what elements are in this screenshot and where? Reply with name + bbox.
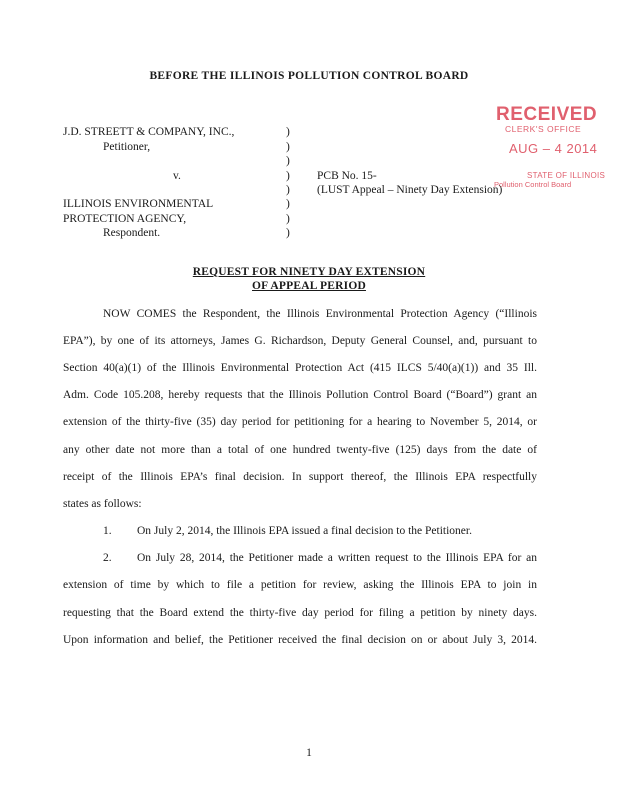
respondent-name-line1: ILLINOIS ENVIRONMENTAL (63, 198, 214, 210)
intro-line: NOW COMES the Respondent, the Illinois Environmental Protection Agency (“Illinois (103, 308, 537, 320)
petitioner-name: J.D. STREETT & COMPANY, INC., (63, 126, 235, 138)
caption-paren: ) (286, 141, 290, 153)
intro-line: extension of the thirty-five (35) day period for petitioning for a hearing to November 5, 2014, or (63, 416, 537, 428)
caption-paren: ) (286, 227, 290, 239)
stamp-board: Pollution Control Board (494, 180, 572, 189)
intro-line: Adm. Code 105.208, hereby requests that the Illinois Pollution Control Board (“Board”) grant an (63, 389, 537, 401)
caption-paren: ) (286, 155, 290, 167)
intro-line: EPA”), by one of its attorneys, James G. Richardson, Deputy General Counsel, and, pursuant to (63, 335, 537, 347)
item-line: extension of time by which to file a petition for review, asking the Illinois EPA to join in (63, 579, 537, 591)
intro-line: any other date not more than a total of one hundred twenty-five (125) days from the date of (63, 444, 537, 456)
intro-line: receipt of the Illinois EPA’s final decision. In support thereof, the Illinois EPA respectfully (63, 471, 537, 483)
intro-line: states as follows: (63, 498, 142, 510)
petitioner-role: Petitioner, (103, 141, 151, 153)
request-heading-line1: REQUEST FOR NINETY DAY EXTENSION (192, 266, 426, 278)
case-type: (LUST Appeal – Ninety Day Extension) (317, 184, 503, 196)
case-number: PCB No. 15- (317, 170, 377, 182)
caption-paren: ) (286, 184, 290, 196)
stamp-date: AUG – 4 2014 (509, 141, 598, 156)
item-line: On July 2, 2014, the Illinois EPA issued a final decision to the Petitioner. (137, 525, 472, 537)
caption-paren: ) (286, 213, 290, 225)
caption-paren: ) (286, 198, 290, 210)
item-line: requesting that the Board extend the thirty-five day period for filing a petition by ninety days. (63, 607, 537, 619)
received-stamp: RECEIVED (496, 104, 598, 125)
caption-paren: ) (286, 126, 290, 138)
caption-paren: ) (286, 170, 290, 182)
item-number: 2. (103, 552, 112, 564)
item-line: On July 28, 2014, the Petitioner made a written request to the Illinois EPA for an (137, 552, 537, 564)
item-number: 1. (103, 525, 112, 537)
stamp-state: STATE OF ILLINOIS (527, 171, 606, 180)
stamp-clerk-office: CLERK'S OFFICE (505, 124, 582, 134)
page-number: 1 (306, 747, 312, 759)
item-line: Upon information and belief, the Petitioner received the final decision on or about July 3, 2014. (63, 634, 537, 646)
document-title: BEFORE THE ILLINOIS POLLUTION CONTROL BOARD (149, 70, 469, 82)
respondent-name-line2: PROTECTION AGENCY, (63, 213, 187, 225)
respondent-role: Respondent. (103, 227, 161, 239)
request-heading-line2: OF APPEAL PERIOD (252, 280, 366, 292)
intro-line: Section 40(a)(1) of the Illinois Environmental Protection Act (415 ILCS 5/40(a)(1)) and 35 Ill. (63, 362, 537, 374)
versus-label: v. (173, 170, 181, 182)
